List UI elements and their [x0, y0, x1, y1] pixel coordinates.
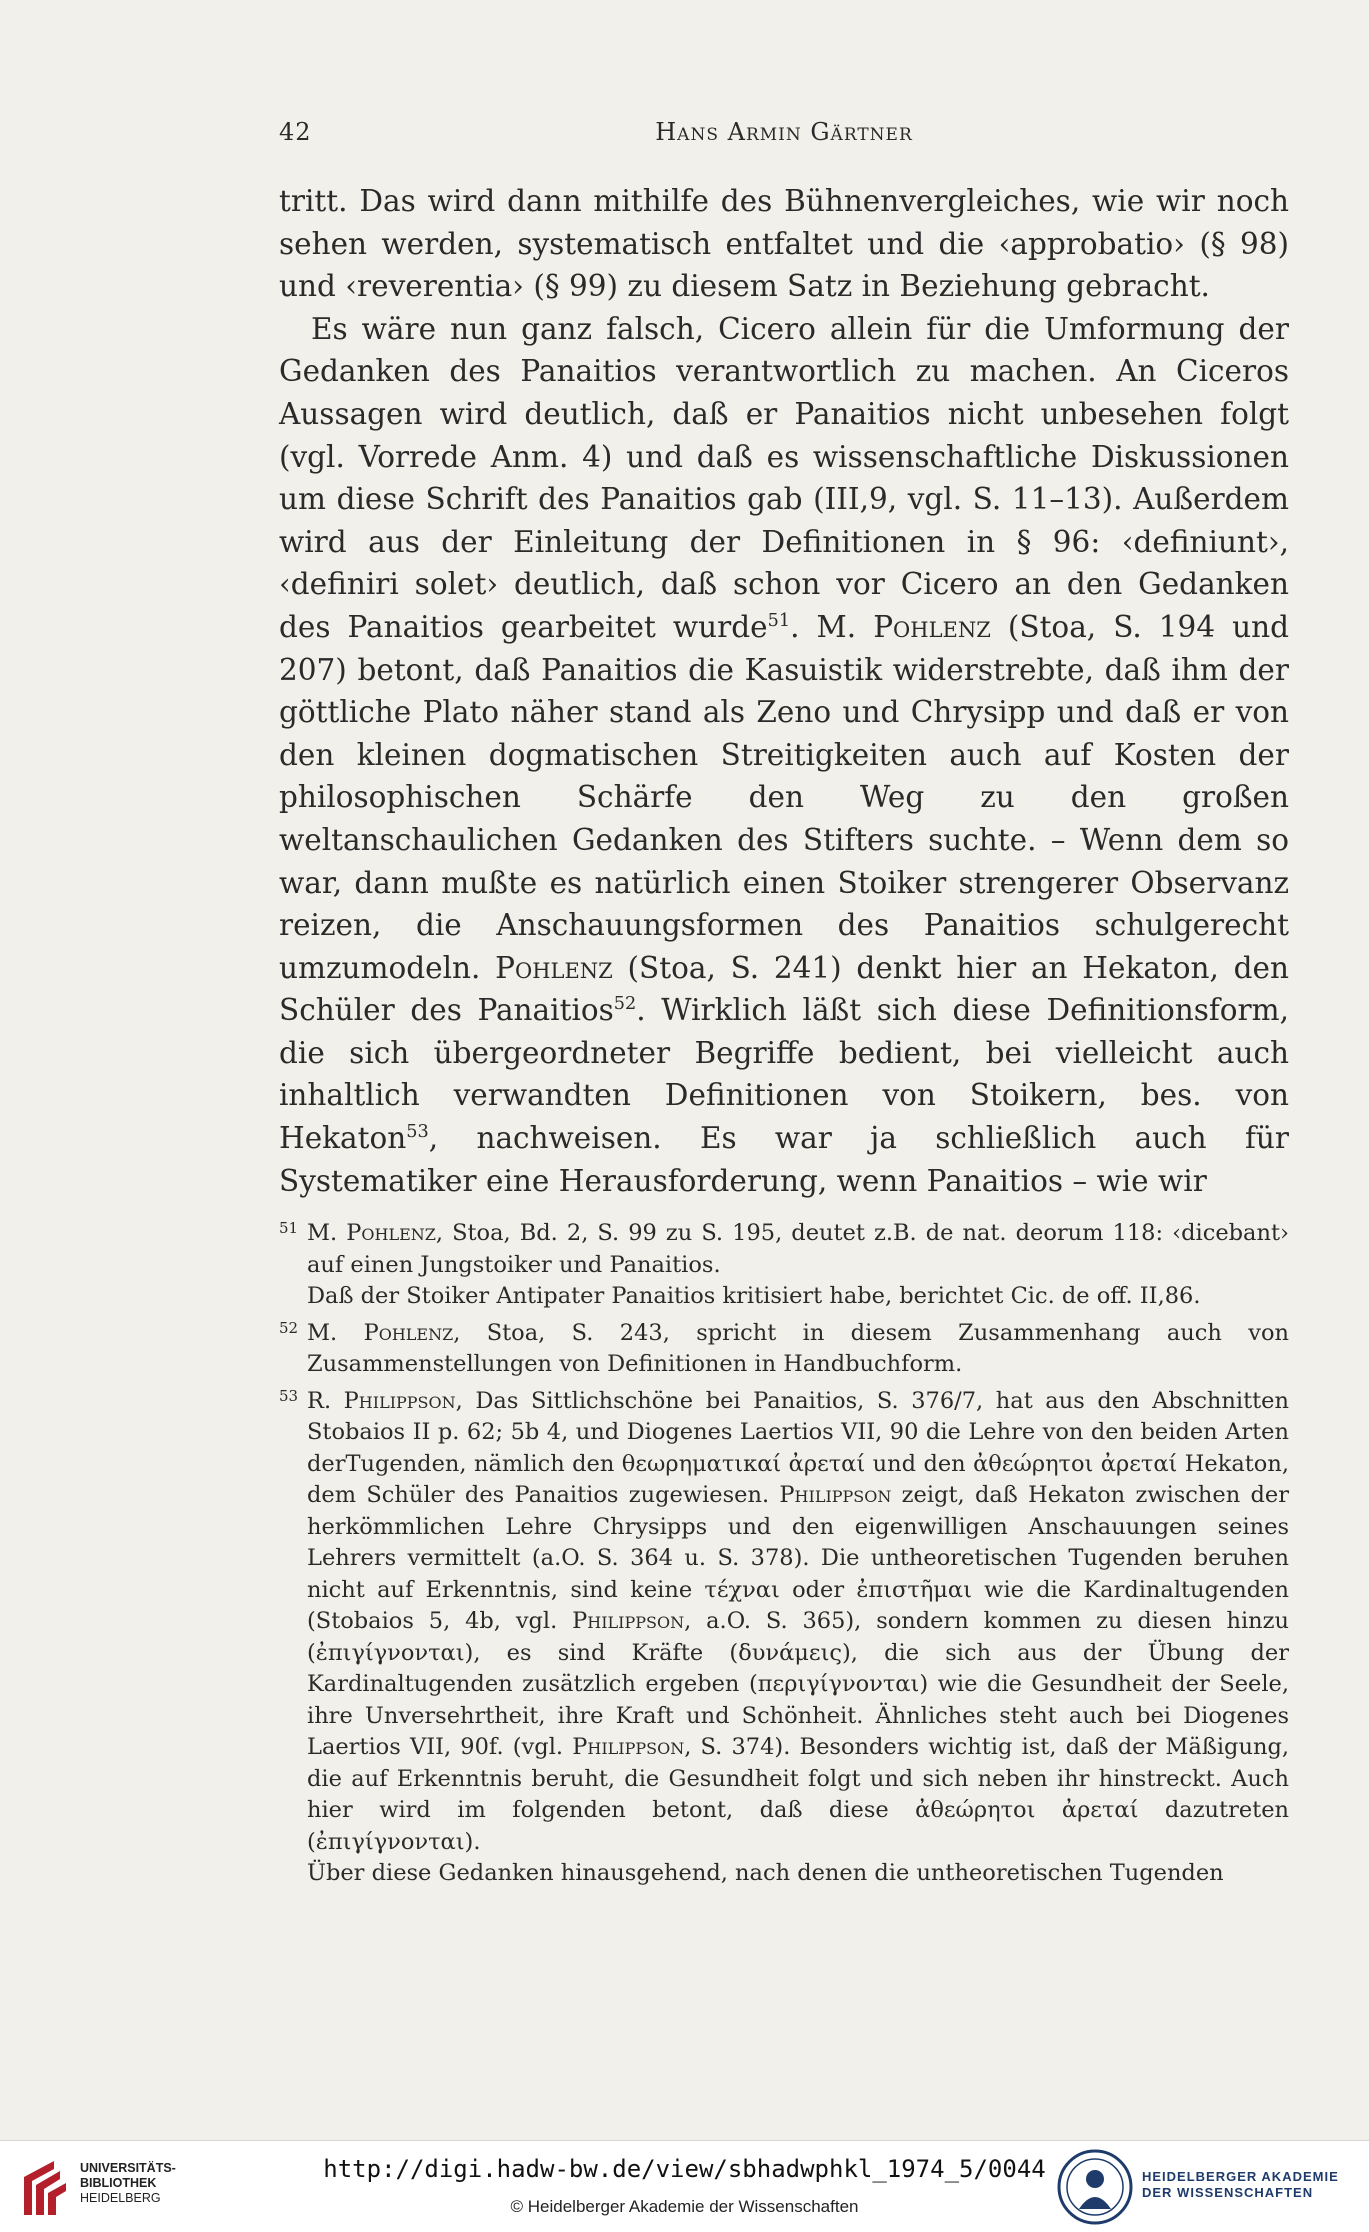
academy-name: [1142, 2169, 1339, 2201]
copyright-notice: © Heidelberger Akademie der Wissenschaften: [510, 2197, 859, 2216]
library-name-line: BIBLIOTHEK: [80, 2176, 157, 2190]
text-segment: Es wäre nun ganz falsch, Cicero allein für die Umformung der Gedanken des Panaitios verantwortlich zu machen. An Ciceros Aussagen wird deutlich, daß er Panaitios nicht unbesehen folgt (vgl. Vorrede Anm. 4) und daß es wissenschaftliche Diskussionen um diese Schrift des Panaitios gab (III,9, vgl. S. 11–13). Außerdem wird aus der Einleitung der Definitionen in § 96: ‹definiunt›, ‹definiri solet› deutlich, daß schon vor Cicero an den Gedanken des Panaitios gearbeitet wurde: [279, 311, 1289, 644]
footnote-ref-52[interactable]: 52: [613, 994, 637, 1015]
footnote-ref-53[interactable]: 53: [406, 1122, 429, 1143]
footnote-ref-51[interactable]: 51: [767, 611, 791, 632]
main-text: [279, 180, 1289, 1202]
author-name: Pohlenz: [873, 609, 991, 644]
text-segment: , S. 374). Besonders wichtig ist, daß der Mäßigung, die auf Erkenntnis beruht, die Gesundheit folgt und sich neben ihr hinstreckt. Auch hier wird im folgenden betont, daß diese ἀθεώρητοι ἀρεταί dazutreten (ἐπιγίγνονται).: [307, 1734, 1290, 1855]
author-name: Philippson: [343, 1387, 456, 1414]
author-name: Philippson: [572, 1608, 685, 1634]
author-name: Philippson: [779, 1482, 892, 1508]
library-name-line: HEIDELBERG: [80, 2191, 161, 2205]
text-segment: M.: [307, 1220, 347, 1246]
academy-seal-icon[interactable]: [1057, 2149, 1133, 2225]
text-segment: M.: [307, 1319, 364, 1346]
footnotes: [279, 1213, 1289, 1890]
text-segment: . Wirklich läßt sich diese Definitionsform, die sich übergeordneter Begriffe bedient, bei vielleicht auch inhaltlich verwandten Definitionen von Stoikern, bes. von Hekaton: [279, 993, 1289, 1156]
author-name: Pohlenz: [363, 1319, 454, 1346]
paragraph-2: [279, 308, 1289, 1202]
running-title: Hans Armin Gärtner: [655, 118, 913, 146]
text-segment: (Stoa, S. 241) denkt hier an Hekaton, den Schüler des Panaitios: [279, 950, 1289, 1028]
author-name: Philippson: [572, 1734, 685, 1760]
academy-name-line: DER WISSENSCHAFTEN: [1142, 2185, 1314, 2200]
text-segment: (Stoa, S. 194 und 207) betont, daß Panaitios die Kasuistik widerstrebte, daß ihm der göttliche Plato näher stand als Zeno und Chrysipp und daß er von den kleinen dogmatischen Streitigkeiten auch auf Kosten der philosophischen Schärfe den Weg zu den großen weltanschaulichen Gedanken des Stifters suchte. – Wenn dem so war, dann mußte es natürlich einen Stoiker strengerer Observanz reizen, die Anschauungsformen des Panaitios schulgerecht umzumodeln.: [279, 609, 1290, 985]
academy-name-line: HEIDELBERGER AKADEMIE: [1142, 2169, 1339, 2184]
text-segment: R.: [307, 1387, 344, 1414]
footnote-51: [279, 1213, 1289, 1281]
text-segment: . M.: [790, 609, 874, 644]
footnote-53: [279, 1381, 1289, 1859]
text-segment: , Das Sittlichschöne bei Panaitios, S. 376/7, hat aus den Abschnitten Stobaios II p. 62; 5b 4, und Diogenes Laertios VII, 90 die Lehre von den beiden Arten derTugenden, nämlich den θεωρηματικαί ἀρεταί und den ἀθεώρητοι ἀρεταί Hekaton, dem Schüler des Panaitios zugewiesen.: [307, 1387, 1289, 1508]
footnote-52: [279, 1313, 1289, 1381]
footnote-number: 53: [279, 1386, 299, 1405]
viewer-footer: [0, 2140, 1369, 2232]
text-segment: , Stoa, S. 243, spricht in diesem Zusammenhang auch von Zusammenstellungen von Definitionen in Handbuchform.: [307, 1319, 1289, 1377]
library-name-line: UNIVERSITÄTS-: [80, 2161, 176, 2175]
footnote-number: 51: [279, 1219, 299, 1237]
text-segment: zeigt, daß Hekaton zwischen der herkömmlichen Lehre Chrysipps und den eigenwilligen Anschauungen seines Lehrers vermittelt (a.O. S. 364 u. S. 378). Die untheoretischen Tugenden beruhen nicht auf Erkenntnis, sind keine τέχναι oder ἐπιστῆμαι wie die Kardinaltugenden (Stobaios 5, 4b, vgl.: [307, 1482, 1289, 1634]
footnote-number: 52: [279, 1318, 299, 1337]
page-header: [279, 118, 1289, 154]
text-segment: , Stoa, Bd. 2, S. 99 zu S. 195, deutet z.B. de nat. deorum 118: ‹dicebant› auf einen Jungstoiker und Panaitios.: [307, 1220, 1289, 1278]
footnote-53-continuation: Über diese Gedanken hinausgehend, nach denen die untheoretischen Tugenden: [307, 1860, 1224, 1886]
text-segment: , a.O. S. 365), sondern kommen zu diesen hinzu (ἐπιγίγνονται), es sind Kräfte (δυνάμεις), die sich aus der Übung der Kardinaltugenden zusätzlich ergeben (περιγίγνονται) wie die Gesundheit der Seele, ihre Unversehrtheit, ihre Kraft und Schönheit. Ähnliches steht auch bei Diogenes Laertios VII, 90f. (vgl.: [307, 1608, 1289, 1760]
author-name: Pohlenz: [346, 1220, 436, 1246]
paragraph-1: tritt. Das wird dann mithilfe des Bühnenvergleiches, wie wir noch sehen werden, systematisch entfaltet und die ‹approbatio› (§ 98) und ‹reverentia› (§ 99) zu diesem Satz in Beziehung gebracht.: [279, 184, 1289, 304]
footnote-51-continuation: Daß der Stoiker Antipater Panaitios kritisiert habe, berichtet Cic. de off. II,86.: [307, 1283, 1201, 1309]
page-number: 42: [279, 118, 312, 146]
text-segment: , nachweisen. Es war ja schließlich auch für Systematiker eine Herausforderung, wenn Panaitios – wie wir: [279, 1121, 1289, 1198]
permalink-url[interactable]: http://digi.hadw-bw.de/view/sbhadwphkl_1974_5/0044: [323, 2155, 1046, 2183]
author-name: Pohlenz: [495, 950, 613, 985]
